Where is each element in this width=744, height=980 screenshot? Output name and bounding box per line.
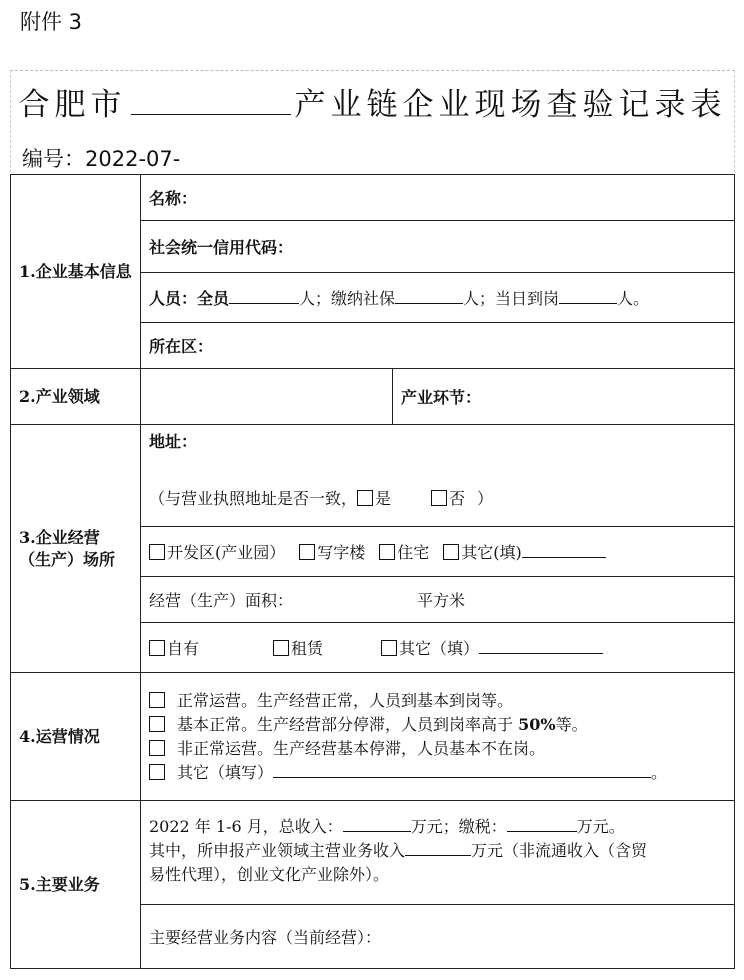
company-name-field[interactable]: 名称： bbox=[141, 175, 735, 221]
social-security-blank[interactable] bbox=[395, 289, 463, 304]
op3-checkbox[interactable] bbox=[149, 740, 165, 756]
area-field[interactable] bbox=[141, 577, 735, 623]
tax-blank[interactable] bbox=[507, 817, 577, 832]
address-label: 地址： bbox=[149, 432, 198, 451]
onsite-staff-blank[interactable] bbox=[559, 289, 617, 304]
section4-label: 4.运营情况 bbox=[11, 673, 141, 801]
op-option-3 bbox=[149, 737, 726, 761]
op4-checkbox[interactable] bbox=[149, 764, 165, 780]
consistency-post: ） bbox=[477, 489, 494, 508]
title-suffix: 产业链企业现场查验记录表 bbox=[294, 87, 727, 123]
staff-label-b: 人；缴纳社保 bbox=[299, 289, 396, 308]
section3-label-line2: （生产）场所 bbox=[19, 549, 116, 569]
consistency-pre: （与营业执照地址是否一致， bbox=[149, 489, 358, 508]
row-industry bbox=[11, 369, 735, 425]
op4-text: 其它（填写） bbox=[177, 762, 274, 782]
revenue-field bbox=[141, 801, 735, 905]
op2-bold: 50% bbox=[518, 714, 556, 734]
location-other-blank[interactable] bbox=[522, 543, 606, 558]
inspection-table bbox=[10, 174, 735, 969]
operation-field bbox=[141, 673, 735, 801]
revenue-label-a: 2022 年 1-6 月，总收入： bbox=[149, 817, 343, 836]
op2-post: 等。 bbox=[555, 714, 588, 734]
address-field[interactable] bbox=[141, 425, 735, 527]
op-option-2 bbox=[149, 713, 726, 737]
main-revenue-blank[interactable] bbox=[405, 841, 471, 856]
staff-field bbox=[141, 273, 735, 323]
total-staff-blank[interactable] bbox=[229, 289, 299, 304]
leased-checkbox[interactable] bbox=[273, 640, 289, 656]
devzone-label: 开发区(产业园） bbox=[167, 543, 286, 562]
main-revenue-label: 其中，所申报产业领域主营业务收入 bbox=[149, 841, 406, 860]
yes-label: 是 bbox=[375, 489, 392, 508]
address-consistency bbox=[149, 486, 726, 509]
staff-label-d: 人。 bbox=[617, 289, 650, 308]
area-label: 经营（生产）面积： bbox=[149, 591, 294, 610]
owned-checkbox[interactable] bbox=[149, 640, 165, 656]
location-other-checkbox[interactable] bbox=[443, 544, 459, 560]
attachment-label: 附件 3 bbox=[20, 10, 83, 34]
office-label: 写字楼 bbox=[317, 543, 366, 562]
op2-text: 基本正常。生产经营部分停滞，人员到岗率高于 bbox=[177, 714, 519, 734]
op3-text: 非正常运营。生产经营基本停滞，人员基本不在岗。 bbox=[177, 738, 546, 758]
business-content-field[interactable]: 主要经营业务内容（当前经营）： bbox=[141, 905, 735, 969]
staff-label-c: 人；当日到岗 bbox=[463, 289, 560, 308]
no-label: 否 bbox=[449, 489, 466, 508]
ownership-other-checkbox[interactable] bbox=[381, 640, 397, 656]
revenue-label-c: 万元。 bbox=[576, 817, 625, 836]
leased-label: 租赁 bbox=[291, 639, 324, 658]
ownership-other-label: 其它（填） bbox=[399, 639, 480, 658]
residential-checkbox[interactable] bbox=[379, 544, 395, 560]
revenue-label-b: 万元；缴税： bbox=[410, 817, 507, 836]
district-field[interactable]: 所在区： bbox=[141, 323, 735, 369]
revenue-line1 bbox=[149, 815, 726, 839]
credit-code-field[interactable]: 社会统一信用代码： bbox=[141, 221, 735, 273]
row-revenue bbox=[11, 801, 735, 905]
chain-link-field[interactable]: 产业环节： bbox=[393, 369, 735, 425]
ownership-other-blank[interactable] bbox=[479, 639, 603, 654]
office-checkbox[interactable] bbox=[299, 544, 315, 560]
op-option-4 bbox=[149, 761, 726, 785]
residential-label: 住宅 bbox=[397, 543, 430, 562]
staff-label: 人员：全员 bbox=[149, 289, 230, 308]
main-revenue-note: 万元（非流通收入（含贸 bbox=[471, 841, 648, 860]
devzone-checkbox[interactable] bbox=[149, 544, 165, 560]
row-operation bbox=[11, 673, 735, 801]
no-checkbox[interactable] bbox=[431, 490, 447, 506]
section3-label bbox=[11, 425, 141, 673]
section3-label-line1: 3.企业经营 bbox=[19, 527, 100, 547]
ownership-field bbox=[141, 623, 735, 673]
city-blank[interactable] bbox=[131, 88, 291, 115]
total-revenue-blank[interactable] bbox=[343, 817, 411, 832]
section1-label: 1.企业基本信息 bbox=[11, 175, 141, 369]
title-prefix: 合肥市 bbox=[18, 87, 127, 123]
row-name bbox=[11, 175, 735, 221]
yes-checkbox[interactable] bbox=[357, 490, 373, 506]
serial-number: 编号：2022-07- bbox=[22, 147, 181, 171]
area-unit: 平方米 bbox=[417, 591, 466, 610]
op-option-1 bbox=[149, 689, 726, 713]
row-address bbox=[11, 425, 735, 527]
revenue-line3: 易性代理），创业文化产业除外）。 bbox=[149, 865, 390, 884]
owned-label: 自有 bbox=[167, 639, 200, 658]
revenue-line2 bbox=[149, 839, 726, 863]
op4-blank[interactable] bbox=[273, 763, 651, 778]
op2-checkbox[interactable] bbox=[149, 716, 165, 732]
op1-checkbox[interactable] bbox=[149, 692, 165, 708]
form-title bbox=[11, 79, 734, 124]
location-other-label: 其它(填) bbox=[461, 543, 522, 562]
section2-label: 2.产业领域 bbox=[11, 369, 141, 425]
op4-tail: 。 bbox=[651, 762, 668, 782]
industry-field[interactable] bbox=[141, 369, 393, 425]
location-type-field bbox=[141, 527, 735, 577]
section5-label: 5.主要业务 bbox=[11, 801, 141, 969]
op1-text: 正常运营。生产经营正常，人员到基本到岗等。 bbox=[177, 690, 514, 710]
